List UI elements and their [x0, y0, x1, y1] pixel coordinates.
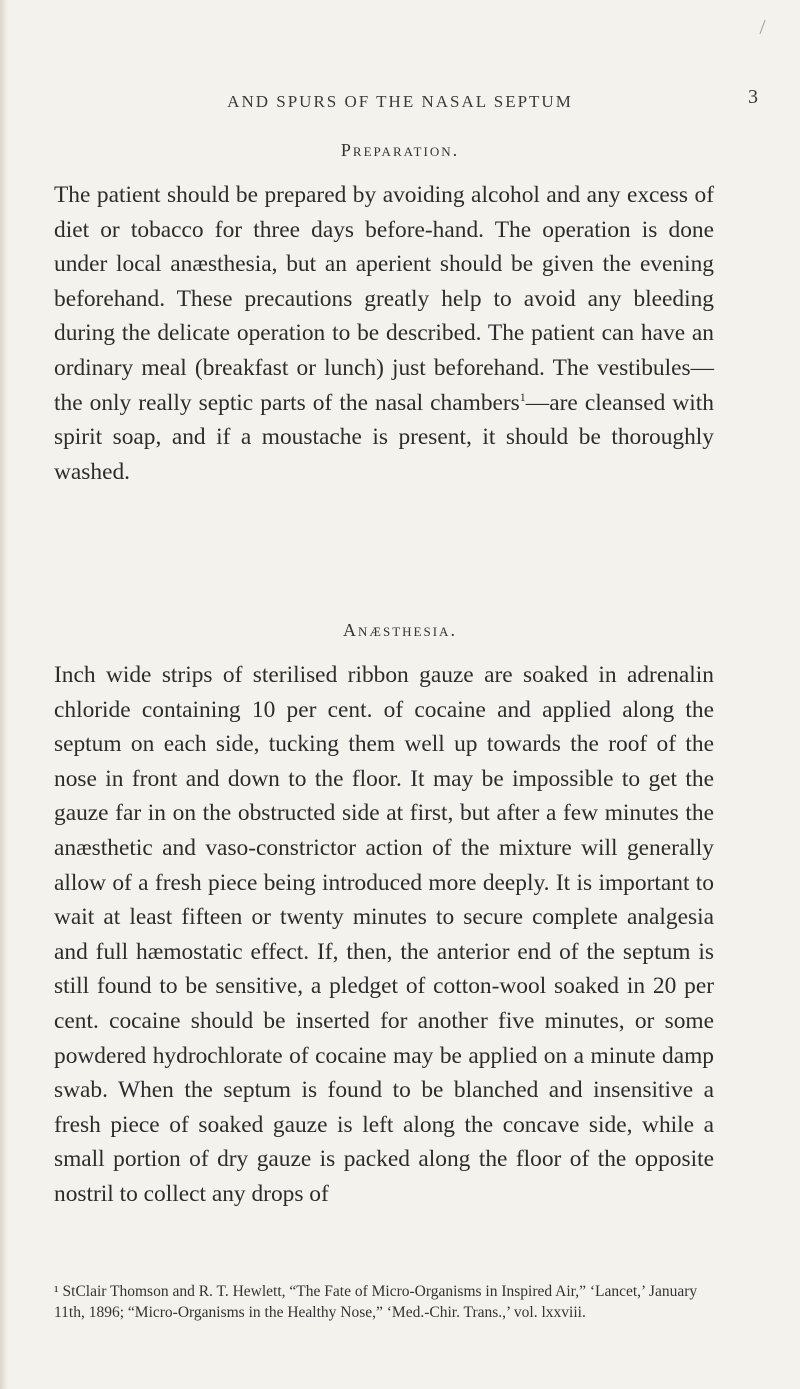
section-heading-preparation: Preparation.	[340, 140, 460, 160]
paragraph-text-continued: —are cleansed with spirit soap, and if a moustache is present, it should be thoroughly washed.	[54, 389, 714, 485]
page-edge-shadow	[0, 0, 8, 1389]
paragraph-preparation	[54, 178, 714, 489]
page-number: 3	[748, 86, 758, 108]
pencil-mark	[759, 20, 773, 34]
section-heading-anaesthesia: Anæsthesia.	[343, 620, 457, 640]
footnote-reference: 1	[519, 389, 526, 404]
paragraph-anaesthesia: Inch wide strips of sterilised ribbon gauze are soaked in adrenalin chloride containing 10 per cent. of cocaine and applied along the septum on each side, tucking them well up towards the roof of the nose in front and down to the floor. It may be impossible to get the gauze far in on the obstructed side at first, but after a few minutes the anæsthetic and vaso-constrictor action of the mixture will generally allow of a fresh piece being introduced more deeply. It is important to wait at least fifteen or twenty minutes to secure complete analgesia and full hæmostatic effect. If, then, the anterior end of the septum is still found to be sensitive, a pledget of cotton-wool soaked in 20 per cent. cocaine should be inserted for another five minutes, or some powdered hydrochlorate of cocaine may be applied on a minute damp swab. When the septum is found to be blanched and insensitive a fresh piece of soaked gauze is left along the concave side, while a small portion of dry gauze is packed along the floor of the opposite nostril to collect any drops of	[54, 662, 714, 1207]
paragraph-text: The patient should be prepared by avoiding alcohol and any excess of diet or tobacco for three days before-hand. The operation is done under local anæsthesia, but an aperient should be given the evening beforehand. These precautions greatly help to avoid any bleeding during the delicate operation to be described. The patient can have an ordinary meal (breakfast or lunch) just beforehand. The vestibules—the only really septic parts of the nasal chambers	[54, 182, 714, 416]
running-head: AND SPURS OF THE NASAL SEPTUM	[227, 92, 573, 111]
footnote: ¹ StClair Thomson and R. T. Hewlett, “The Fate of Micro-Organisms in Inspired Air,” ‘Lancet,’ January 11th, 1896; “Micro-Organisms in the Healthy Nose,” ‘Med.-Chir. Trans.,’ vol. lxxviii.	[54, 1283, 698, 1321]
